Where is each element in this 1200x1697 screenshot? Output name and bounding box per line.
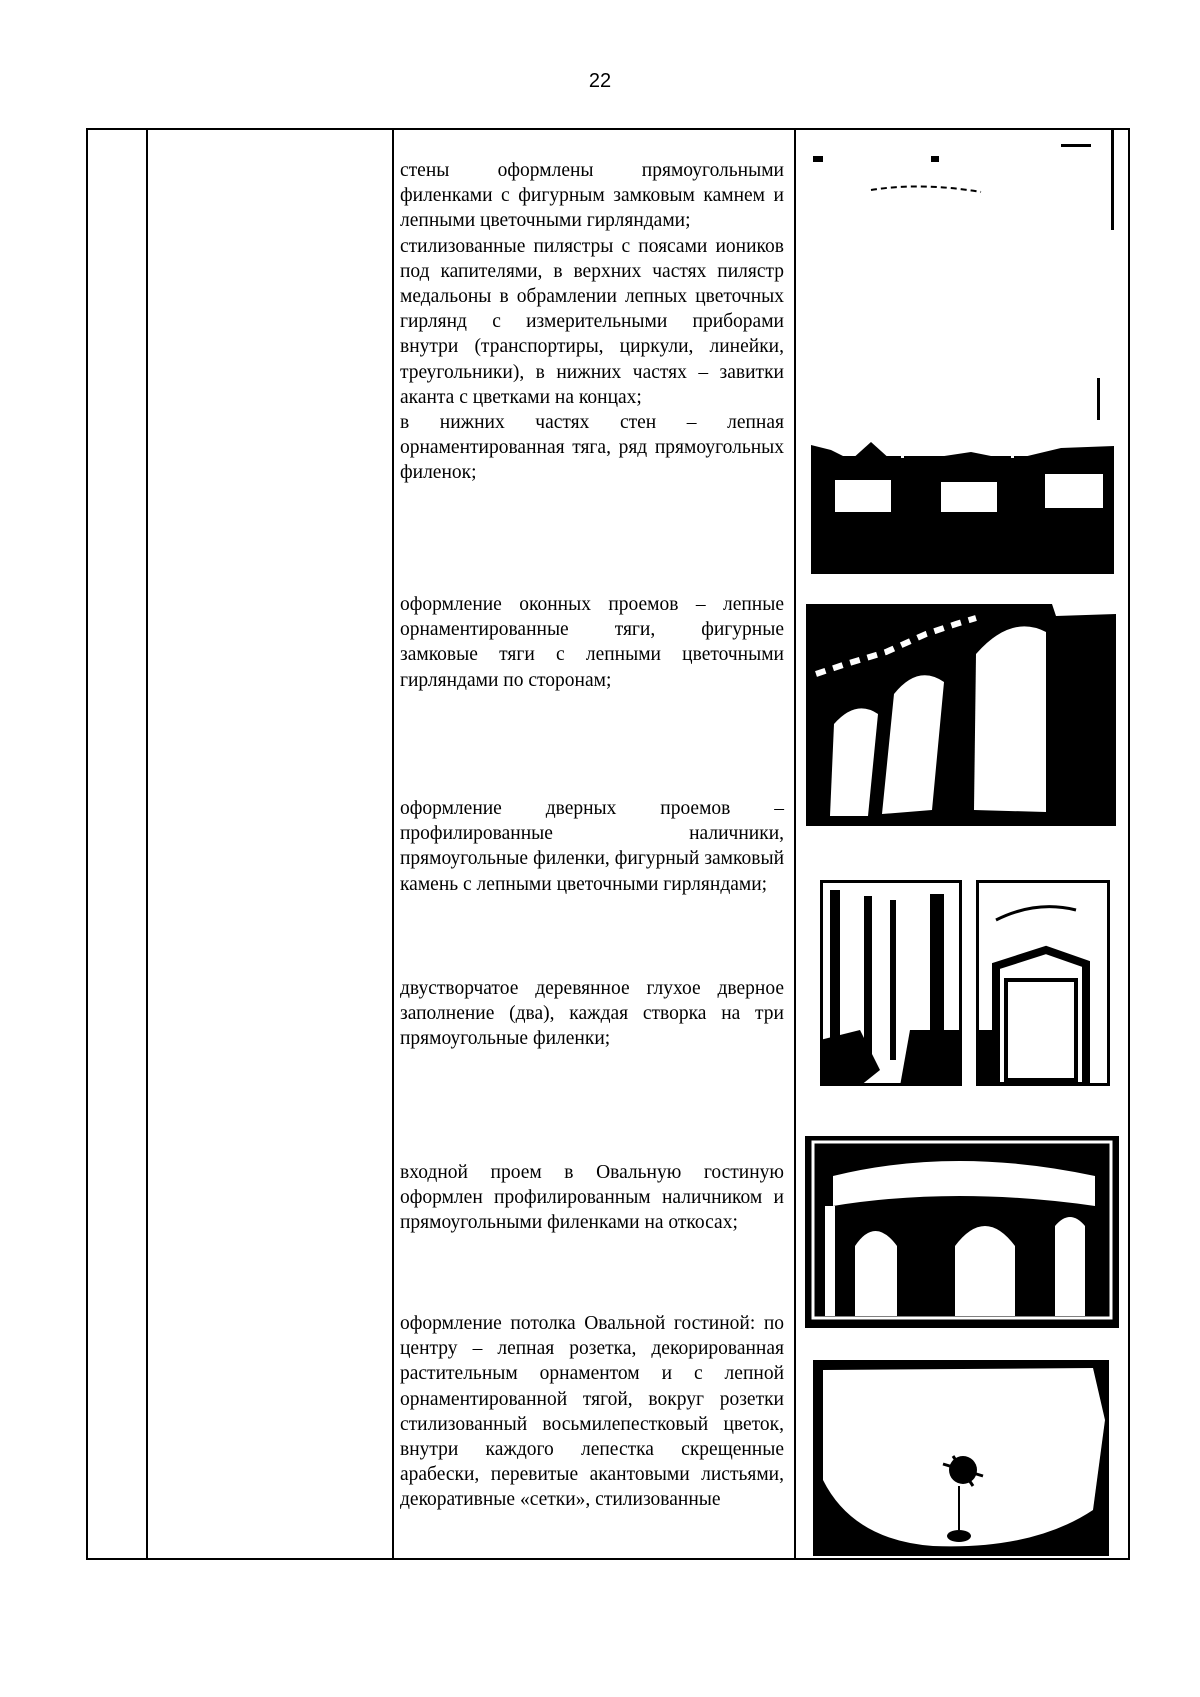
photo-walls <box>811 130 1114 574</box>
description-door-leaves: двустворчатое деревянное глухое дверное заполнение (два), каждая створка на три прямоугольные филенки; <box>400 978 784 1050</box>
description-entrance: входной проем в Овальную гостиную оформлен профилированным наличником и прямоугольными филенками на откосах; <box>400 1162 784 1234</box>
photo-windows <box>806 604 1116 826</box>
column-divider <box>794 130 796 1558</box>
text-walls: стены оформлены прямоугольными филенками с фигурным замковым камнем и лепными цветочными гирляндами; <box>400 160 784 232</box>
text-lower-walls: в нижних частях стен – лепная орнаментированная тяга, ряд прямоугольных филенок; <box>400 412 784 484</box>
text-pilasters: стилизованные пилястры с поясами иоников под капителями, в верхних частях пилястр медальоны в обрамлении лепных цветочных гирлянд с измерительными приборами внутри (транспортиры, циркули, линейки, треугольники), в нижних частях – завитки аканта с цветками на концах; <box>400 235 784 408</box>
column-divider <box>392 130 394 1558</box>
photo-ceiling <box>813 1360 1109 1556</box>
description-ceiling: оформление потолка Овальной гостиной: по центру – лепная розетка, декорированная растительным орнаментом и с лепной орнаментированной тягой, вокруг розетки стилизованный восьмилепестковый цветок, внутри каждого лепестка скрещенные арабески, перевитые акантовыми листьями, декоративные «сетки», стилизованные <box>400 1313 784 1511</box>
photo-entrance <box>805 1136 1119 1328</box>
description-walls-pilasters <box>400 158 784 486</box>
photo-door-left <box>820 880 962 1086</box>
description-windows: оформление оконных проемов – лепные орнаментированные тяги, фигурные замковые тяги с лепными цветочными гирляндами по сторонам; <box>400 594 784 691</box>
description-door-openings: оформление дверных проемов – профилированные наличники, прямоугольные филенки, фигурный замковый камень с лепными цветочными гирляндами; <box>400 798 784 895</box>
page-number: 22 <box>588 70 612 92</box>
column-divider <box>146 130 148 1558</box>
photo-door-right <box>976 880 1110 1086</box>
